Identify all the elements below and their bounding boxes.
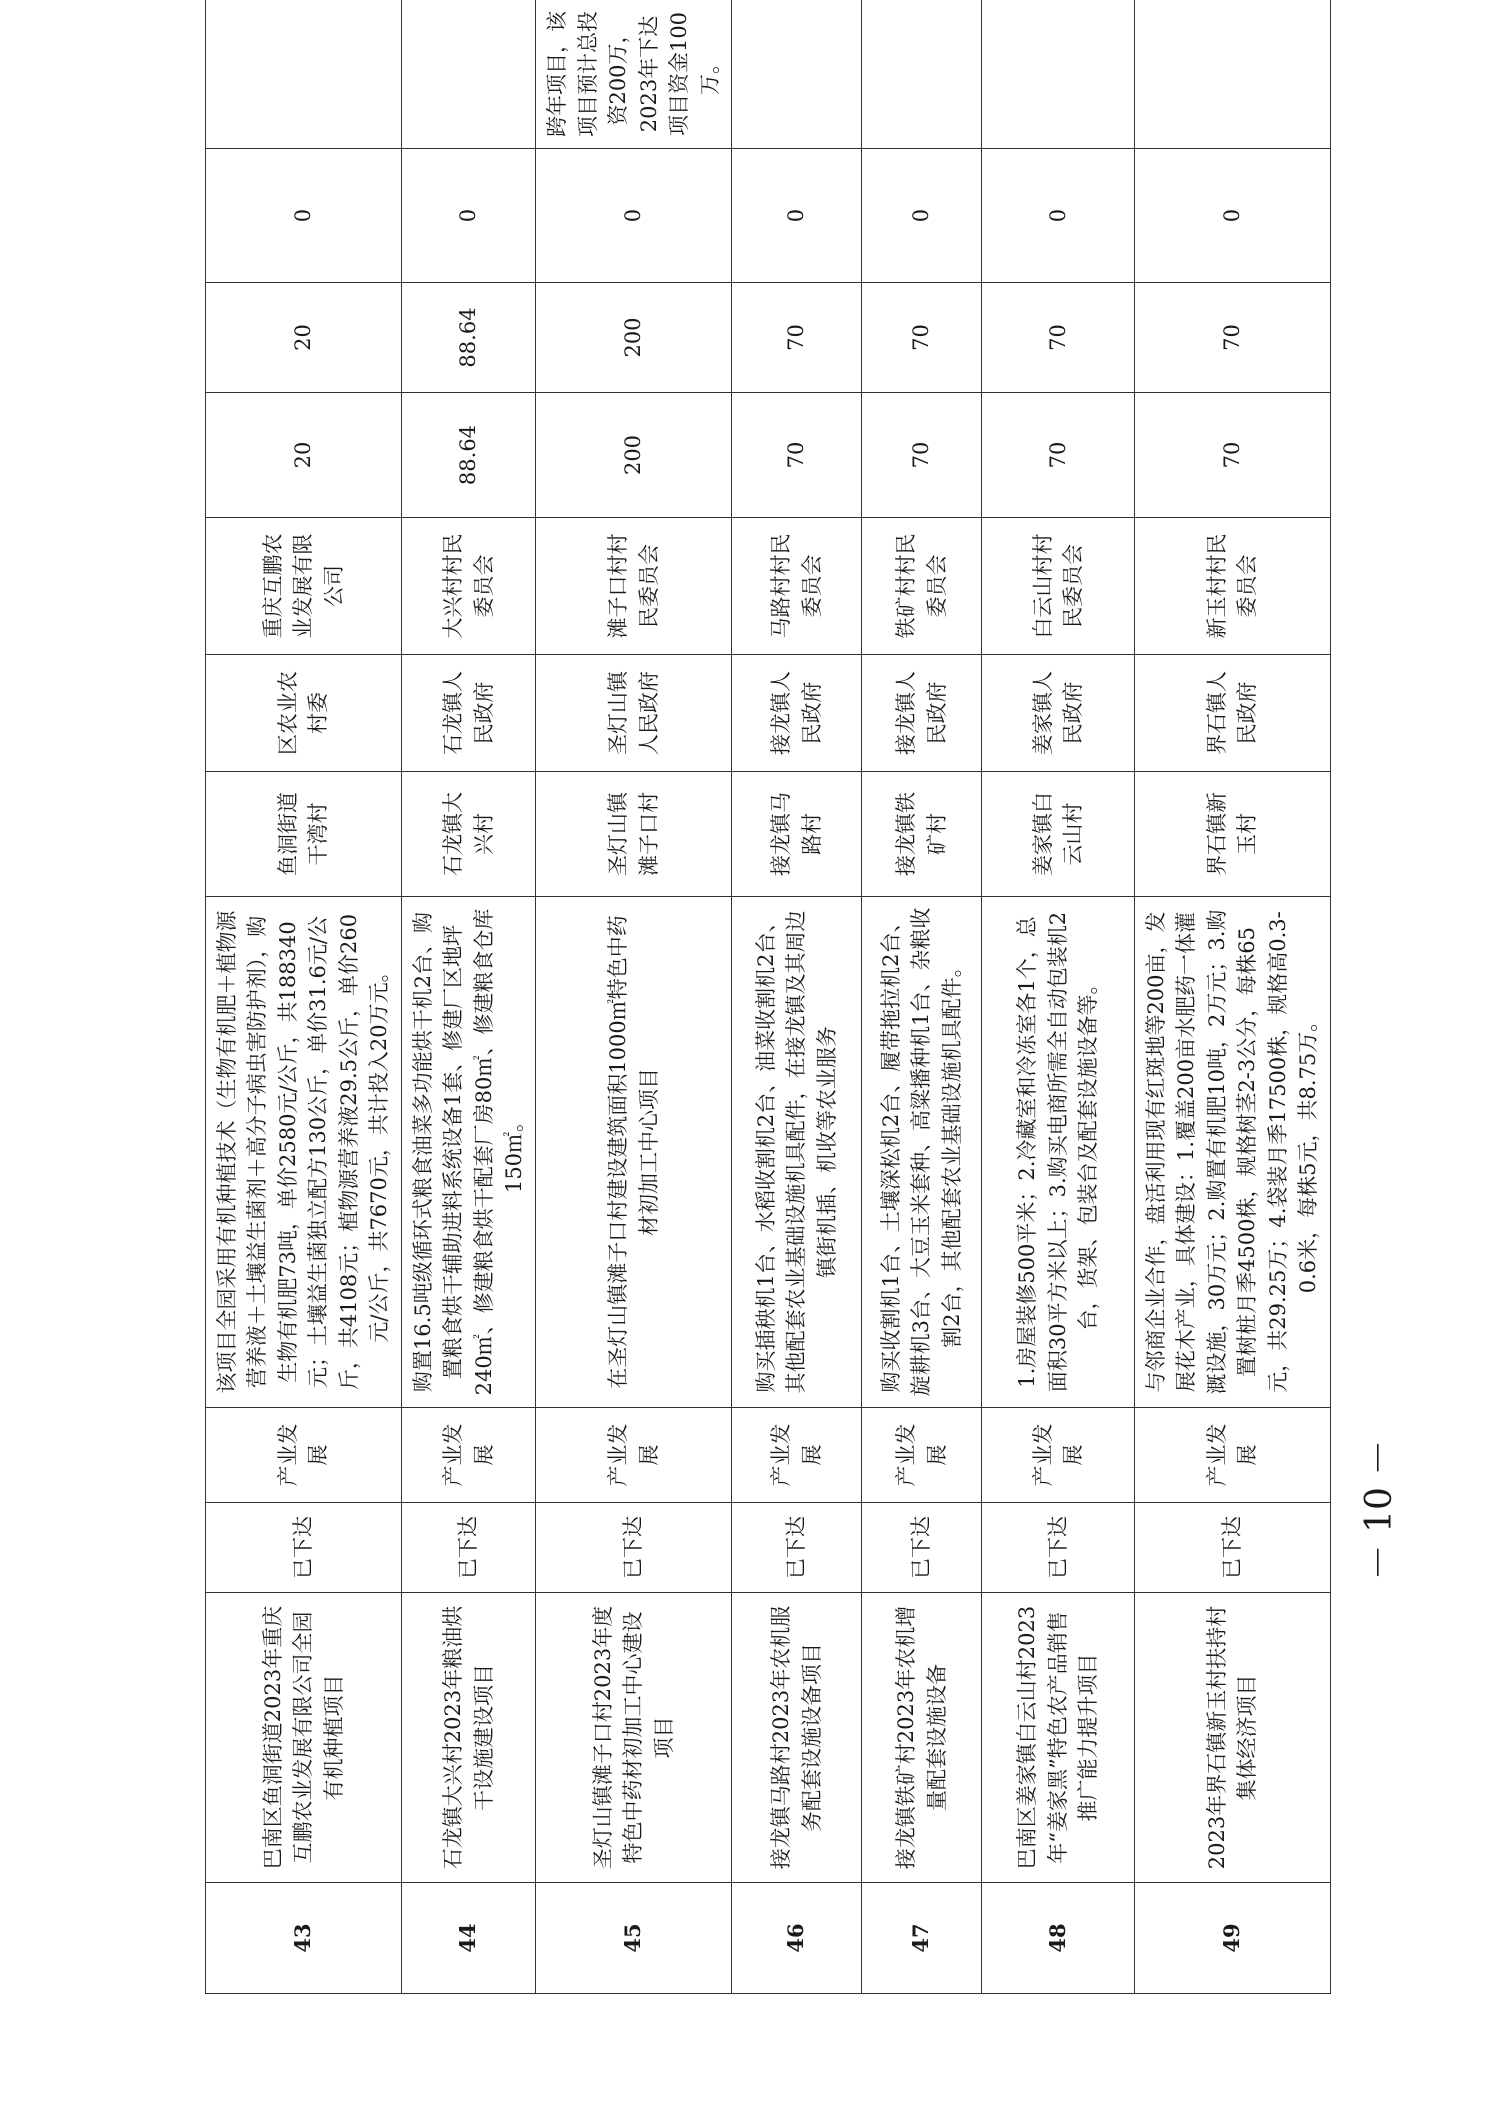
table-row <box>732 0 862 1994</box>
remark <box>982 0 1135 149</box>
project-name: 接龙镇马路村2023年农机服务配套设施设备项目 <box>732 1593 862 1883</box>
implementer-unit: 重庆互鹏农业发展有限公司 <box>206 518 402 655</box>
fiscal-funds: 200 <box>536 283 732 393</box>
remark <box>1135 0 1331 149</box>
rotated-table-container <box>205 11 1321 1994</box>
implementer-unit: 铁矿村村民委员会 <box>862 518 982 655</box>
project-content: 在圣灯山镇滩子口村建设建筑面积1000㎡特色中药材初加工中心项目 <box>536 897 732 1408</box>
table-row <box>536 0 732 1994</box>
table-row <box>401 0 536 1994</box>
other-funds: 0 <box>862 149 982 283</box>
supervisor-unit: 圣灯山镇人民政府 <box>536 655 732 772</box>
implementer-unit: 滩子口村村民委员会 <box>536 518 732 655</box>
project-status: 已下达 <box>982 1503 1135 1593</box>
table-row <box>206 0 402 1994</box>
remark <box>862 0 982 149</box>
project-content: 该项目全园采用有机种植技术（生物有机肥＋植物源营养液＋土壤益生菌剂＋高分子病虫害防护剂），购生物有机肥73吨，单价2580元/公斤，共188340元；土壤益生菌独立配方130公斤，单价31.6元/公斤，共4108元；植物源营养液29.5公斤，单价260元/公斤，共7670元，共计投入20万元。 <box>206 897 402 1408</box>
project-table <box>205 0 1331 1994</box>
project-name: 巴南区姜家镇白云山村2023年“姜家黑”特色农产品销售推广能力提升项目 <box>982 1593 1135 1883</box>
supervisor-unit: 区农业农村委 <box>206 655 402 772</box>
project-content: 与邻商企业合作，盘活利用现有红斑地等200亩，发展花木产业，具体建设：1.覆盖200亩水肥药一体灌溉设施，30万元；2.购置有机肥10吨，2万元；3.购置树桩月季4500株，规格树茎2-3公分，每株65元，共29.25万；4.袋装月季17500株，规格高0.3-0.6米，每株5元，共8.75万。 <box>1135 897 1331 1408</box>
project-type: 产业发展 <box>401 1408 536 1503</box>
fiscal-funds: 70 <box>862 283 982 393</box>
other-funds: 0 <box>206 149 402 283</box>
project-location: 鱼洞街道干湾村 <box>206 772 402 897</box>
row-index: 49 <box>1135 1883 1331 1994</box>
project-content: 购买收割机1台、土壤深松机2台、履带拖拉机2台、旋耕机3台、大豆玉米套种、高粱播种机1台、杂粮收割2台，其他配套农业基础设施机具配件。 <box>862 897 982 1408</box>
row-index: 46 <box>732 1883 862 1994</box>
fiscal-funds: 20 <box>206 283 402 393</box>
row-index: 45 <box>536 1883 732 1994</box>
project-status: 已下达 <box>536 1503 732 1593</box>
supervisor-unit: 姜家镇人民政府 <box>982 655 1135 772</box>
implementer-unit: 大兴村村民委员会 <box>401 518 536 655</box>
project-name: 接龙镇铁矿村2023年农机增量配套设施设备 <box>862 1593 982 1883</box>
project-name: 石龙镇大兴村2023年粮油烘干设施建设项目 <box>401 1593 536 1883</box>
project-location: 圣灯山镇滩子口村 <box>536 772 732 897</box>
fiscal-funds: 70 <box>982 283 1135 393</box>
remark: 跨年项目，该项目预计总投资200万，2023年下达项目资金100万。 <box>536 0 732 149</box>
total-investment: 200 <box>536 393 732 518</box>
supervisor-unit: 接龙镇人民政府 <box>862 655 982 772</box>
fiscal-funds: 70 <box>732 283 862 393</box>
row-index: 48 <box>982 1883 1135 1994</box>
project-content: 购置16.5吨级循环式粮食油菜多功能烘干机2台、购置粮食烘干辅助进料系统设备1套、修建厂区地坪240㎡、修建粮食烘干配套厂房80㎡、修建粮食仓库150㎡。 <box>401 897 536 1408</box>
table-body <box>206 0 1331 1994</box>
other-funds: 0 <box>732 149 862 283</box>
project-name: 巴南区鱼洞街道2023年重庆互鹏农业发展有限公司全园有机种植项目 <box>206 1593 402 1883</box>
supervisor-unit: 接龙镇人民政府 <box>732 655 862 772</box>
project-location: 石龙镇大兴村 <box>401 772 536 897</box>
implementer-unit: 白云山村村民委员会 <box>982 518 1135 655</box>
row-index: 47 <box>862 1883 982 1994</box>
project-type: 产业发展 <box>1135 1408 1331 1503</box>
total-investment: 70 <box>1135 393 1331 518</box>
project-location: 姜家镇白云山村 <box>982 772 1135 897</box>
total-investment: 20 <box>206 393 402 518</box>
project-name: 圣灯山镇滩子口村2023年度特色中药材初加工中心建设项目 <box>536 1593 732 1883</box>
implementer-unit: 马路村村民委员会 <box>732 518 862 655</box>
remark <box>401 0 536 149</box>
project-status: 已下达 <box>206 1503 402 1593</box>
total-investment: 70 <box>732 393 862 518</box>
project-status: 已下达 <box>1135 1503 1331 1593</box>
total-investment: 70 <box>982 393 1135 518</box>
other-funds: 0 <box>1135 149 1331 283</box>
page-number: － 10 － <box>1359 1439 1400 1581</box>
project-content: 1.房屋装修500平米；2.冷藏室和冷冻室各1个，总面积30平方米以上；3.购买电商所需全自动包装机2台，货架、包装台及配套设施设备等。 <box>982 897 1135 1408</box>
table-row <box>862 0 982 1994</box>
row-index: 44 <box>401 1883 536 1994</box>
table-row <box>1135 0 1331 1994</box>
project-status: 已下达 <box>732 1503 862 1593</box>
table-row <box>982 0 1135 1994</box>
fiscal-funds: 70 <box>1135 283 1331 393</box>
other-funds: 0 <box>982 149 1135 283</box>
project-location: 界石镇新玉村 <box>1135 772 1331 897</box>
project-type: 产业发展 <box>206 1408 402 1503</box>
project-location: 接龙镇马路村 <box>732 772 862 897</box>
project-type: 产业发展 <box>732 1408 862 1503</box>
supervisor-unit: 界石镇人民政府 <box>1135 655 1331 772</box>
other-funds: 0 <box>536 149 732 283</box>
project-status: 已下达 <box>401 1503 536 1593</box>
project-location: 接龙镇铁矿村 <box>862 772 982 897</box>
remark <box>732 0 862 149</box>
project-name: 2023年界石镇新玉村扶持村集体经济项目 <box>1135 1593 1331 1883</box>
project-content: 购买插秧机1台、水稻收割机2台、油菜收割机2台、其他配套农业基础设施机具配件，在接龙镇及其周边镇街机插、机收等农业服务 <box>732 897 862 1408</box>
total-investment: 70 <box>862 393 982 518</box>
project-type: 产业发展 <box>862 1408 982 1503</box>
fiscal-funds: 88.64 <box>401 283 536 393</box>
project-type: 产业发展 <box>536 1408 732 1503</box>
other-funds: 0 <box>401 149 536 283</box>
total-investment: 88.64 <box>401 393 536 518</box>
project-status: 已下达 <box>862 1503 982 1593</box>
row-index: 43 <box>206 1883 402 1994</box>
implementer-unit: 新玉村村民委员会 <box>1135 518 1331 655</box>
project-type: 产业发展 <box>982 1408 1135 1503</box>
supervisor-unit: 石龙镇人民政府 <box>401 655 536 772</box>
remark <box>206 0 402 149</box>
